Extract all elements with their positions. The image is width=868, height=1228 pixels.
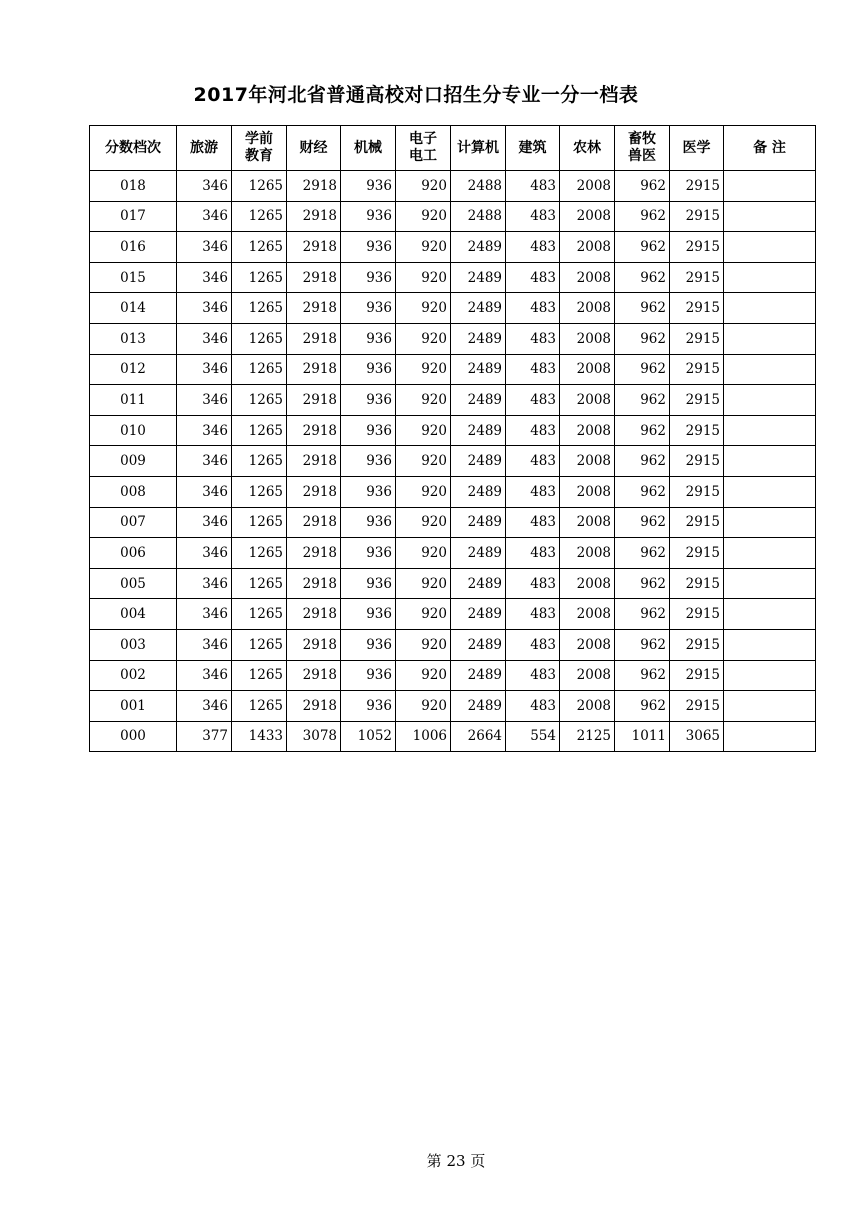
cell-dianzi: 920 — [396, 507, 451, 538]
cell-jixie: 936 — [341, 446, 396, 477]
cell-jianzhu: 554 — [506, 721, 560, 752]
cell-level: 008 — [90, 476, 177, 507]
cell-dianzi: 920 — [396, 599, 451, 630]
cell-caijing: 2918 — [287, 201, 341, 232]
cell-jianzhu: 483 — [506, 323, 560, 354]
table-row — [90, 691, 816, 722]
cell-xumu: 962 — [615, 385, 670, 416]
cell-caijing: 2918 — [287, 476, 341, 507]
cell-level: 010 — [90, 415, 177, 446]
cell-beizhu — [724, 201, 816, 232]
cell-xueqian: 1265 — [232, 446, 287, 477]
cell-beizhu — [724, 568, 816, 599]
cell-caijing: 2918 — [287, 293, 341, 324]
cell-level: 012 — [90, 354, 177, 385]
cell-nonglin: 2008 — [560, 691, 615, 722]
table-row — [90, 721, 816, 752]
cell-xueqian: 1265 — [232, 629, 287, 660]
cell-xueqian: 1265 — [232, 385, 287, 416]
cell-yixue: 2915 — [670, 232, 724, 263]
cell-level: 009 — [90, 446, 177, 477]
cell-yixue: 2915 — [670, 629, 724, 660]
cell-jianzhu: 483 — [506, 568, 560, 599]
cell-yixue: 2915 — [670, 599, 724, 630]
cell-xumu: 962 — [615, 232, 670, 263]
cell-yixue: 2915 — [670, 538, 724, 569]
table-row — [90, 507, 816, 538]
column-header-line: 电子 — [409, 131, 437, 147]
cell-jisuanji: 2489 — [451, 354, 506, 385]
cell-xumu: 962 — [615, 293, 670, 324]
cell-caijing: 2918 — [287, 446, 341, 477]
cell-jisuanji: 2489 — [451, 660, 506, 691]
column-header-line: 旅游 — [190, 139, 218, 156]
cell-jisuanji: 2489 — [451, 385, 506, 416]
cell-level: 007 — [90, 507, 177, 538]
cell-xumu: 962 — [615, 568, 670, 599]
cell-lvyou: 346 — [177, 507, 232, 538]
cell-xueqian: 1433 — [232, 721, 287, 752]
cell-jianzhu: 483 — [506, 538, 560, 569]
column-header-line: 财经 — [299, 139, 328, 156]
cell-dianzi: 920 — [396, 415, 451, 446]
cell-dianzi: 920 — [396, 629, 451, 660]
cell-xueqian: 1265 — [232, 262, 287, 293]
cell-lvyou: 346 — [177, 385, 232, 416]
cell-level: 005 — [90, 568, 177, 599]
page-title: 2017年河北省普通高校对口招生分专业一分一档表 — [193, 84, 639, 106]
cell-jisuanji: 2489 — [451, 476, 506, 507]
cell-xueqian: 1265 — [232, 660, 287, 691]
cell-jisuanji: 2489 — [451, 538, 506, 569]
cell-jixie: 936 — [341, 568, 396, 599]
cell-caijing: 2918 — [287, 323, 341, 354]
cell-jixie: 936 — [341, 629, 396, 660]
cell-jianzhu: 483 — [506, 415, 560, 446]
table-row — [90, 171, 816, 202]
cell-dianzi: 920 — [396, 262, 451, 293]
cell-jisuanji: 2664 — [451, 721, 506, 752]
cell-jisuanji: 2489 — [451, 323, 506, 354]
cell-jisuanji: 2489 — [451, 568, 506, 599]
cell-caijing: 2918 — [287, 262, 341, 293]
cell-nonglin: 2008 — [560, 232, 615, 263]
cell-lvyou: 346 — [177, 354, 232, 385]
cell-beizhu — [724, 538, 816, 569]
cell-yixue: 2915 — [670, 415, 724, 446]
cell-yixue: 2915 — [670, 323, 724, 354]
cell-xueqian: 1265 — [232, 538, 287, 569]
cell-lvyou: 346 — [177, 476, 232, 507]
cell-jixie: 936 — [341, 293, 396, 324]
table-row — [90, 415, 816, 446]
cell-dianzi: 920 — [396, 171, 451, 202]
cell-xumu: 962 — [615, 629, 670, 660]
cell-xumu: 962 — [615, 507, 670, 538]
cell-xueqian: 1265 — [232, 293, 287, 324]
cell-yixue: 2915 — [670, 262, 724, 293]
cell-dianzi: 920 — [396, 446, 451, 477]
cell-caijing: 2918 — [287, 232, 341, 263]
cell-xueqian: 1265 — [232, 201, 287, 232]
table-body — [90, 171, 816, 752]
table-row — [90, 446, 816, 477]
cell-lvyou: 346 — [177, 415, 232, 446]
cell-jixie: 936 — [341, 538, 396, 569]
cell-lvyou: 346 — [177, 262, 232, 293]
cell-xumu: 962 — [615, 660, 670, 691]
cell-caijing: 2918 — [287, 507, 341, 538]
cell-caijing: 2918 — [287, 354, 341, 385]
cell-nonglin: 2008 — [560, 629, 615, 660]
cell-yixue: 2915 — [670, 385, 724, 416]
cell-jixie: 936 — [341, 660, 396, 691]
cell-xumu: 962 — [615, 476, 670, 507]
cell-beizhu — [724, 599, 816, 630]
cell-xueqian: 1265 — [232, 171, 287, 202]
cell-beizhu — [724, 354, 816, 385]
cell-caijing: 2918 — [287, 568, 341, 599]
cell-xueqian: 1265 — [232, 476, 287, 507]
cell-yixue: 2915 — [670, 293, 724, 324]
cell-level: 002 — [90, 660, 177, 691]
cell-beizhu — [724, 171, 816, 202]
cell-jianzhu: 483 — [506, 599, 560, 630]
table-header-row — [90, 126, 816, 171]
cell-yixue: 2915 — [670, 201, 724, 232]
cell-lvyou: 346 — [177, 599, 232, 630]
cell-yixue: 3065 — [670, 721, 724, 752]
cell-lvyou: 346 — [177, 201, 232, 232]
column-header-dianzi — [396, 126, 451, 171]
cell-nonglin: 2008 — [560, 538, 615, 569]
cell-jisuanji: 2489 — [451, 691, 506, 722]
column-header-beizhu — [724, 126, 816, 171]
cell-jianzhu: 483 — [506, 262, 560, 293]
cell-nonglin: 2008 — [560, 660, 615, 691]
cell-jisuanji: 2489 — [451, 232, 506, 263]
cell-beizhu — [724, 691, 816, 722]
cell-level: 001 — [90, 691, 177, 722]
cell-nonglin: 2008 — [560, 599, 615, 630]
cell-beizhu — [724, 262, 816, 293]
cell-level: 016 — [90, 232, 177, 263]
cell-jianzhu: 483 — [506, 691, 560, 722]
cell-level: 000 — [90, 721, 177, 752]
cell-xumu: 962 — [615, 415, 670, 446]
cell-caijing: 2918 — [287, 538, 341, 569]
cell-caijing: 2918 — [287, 415, 341, 446]
cell-jianzhu: 483 — [506, 476, 560, 507]
cell-caijing: 2918 — [287, 171, 341, 202]
cell-jianzhu: 483 — [506, 660, 560, 691]
cell-jianzhu: 483 — [506, 201, 560, 232]
cell-level: 013 — [90, 323, 177, 354]
cell-level: 015 — [90, 262, 177, 293]
cell-jisuanji: 2488 — [451, 171, 506, 202]
column-header-line: 兽医 — [628, 148, 656, 164]
cell-beizhu — [724, 629, 816, 660]
cell-xumu: 1011 — [615, 721, 670, 752]
cell-nonglin: 2008 — [560, 385, 615, 416]
cell-lvyou: 346 — [177, 293, 232, 324]
cell-jisuanji: 2489 — [451, 262, 506, 293]
cell-xumu: 962 — [615, 354, 670, 385]
cell-jixie: 936 — [341, 171, 396, 202]
cell-jixie: 936 — [341, 354, 396, 385]
column-header-line: 机械 — [354, 139, 382, 156]
cell-dianzi: 920 — [396, 568, 451, 599]
column-header-line: 学前 — [245, 131, 273, 147]
cell-nonglin: 2008 — [560, 354, 615, 385]
cell-nonglin: 2008 — [560, 323, 615, 354]
cell-xueqian: 1265 — [232, 232, 287, 263]
cell-lvyou: 346 — [177, 232, 232, 263]
cell-jixie: 936 — [341, 507, 396, 538]
footer-suffix: 页 — [470, 1152, 486, 1170]
table-row — [90, 354, 816, 385]
cell-xumu: 962 — [615, 171, 670, 202]
cell-caijing: 2918 — [287, 599, 341, 630]
cell-jianzhu: 483 — [506, 293, 560, 324]
cell-jianzhu: 483 — [506, 171, 560, 202]
table-row — [90, 385, 816, 416]
column-header-nonglin — [560, 126, 615, 171]
cell-yixue: 2915 — [670, 354, 724, 385]
cell-yixue: 2915 — [670, 507, 724, 538]
cell-nonglin: 2008 — [560, 568, 615, 599]
cell-yixue: 2915 — [670, 660, 724, 691]
cell-yixue: 2915 — [670, 171, 724, 202]
table-row — [90, 660, 816, 691]
cell-level: 011 — [90, 385, 177, 416]
cell-lvyou: 346 — [177, 568, 232, 599]
cell-jianzhu: 483 — [506, 629, 560, 660]
column-header-line: 农林 — [573, 139, 601, 156]
cell-jixie: 936 — [341, 262, 396, 293]
cell-dianzi: 920 — [396, 293, 451, 324]
cell-level: 014 — [90, 293, 177, 324]
cell-jixie: 936 — [341, 385, 396, 416]
cell-nonglin: 2008 — [560, 476, 615, 507]
cell-caijing: 2918 — [287, 629, 341, 660]
cell-xumu: 962 — [615, 262, 670, 293]
cell-nonglin: 2008 — [560, 201, 615, 232]
cell-yixue: 2915 — [670, 568, 724, 599]
cell-dianzi: 920 — [396, 354, 451, 385]
cell-jianzhu: 483 — [506, 232, 560, 263]
cell-jisuanji: 2489 — [451, 599, 506, 630]
column-header-yixue — [670, 126, 724, 171]
cell-jisuanji: 2488 — [451, 201, 506, 232]
cell-xumu: 962 — [615, 446, 670, 477]
cell-nonglin: 2008 — [560, 507, 615, 538]
cell-dianzi: 920 — [396, 660, 451, 691]
cell-nonglin: 2125 — [560, 721, 615, 752]
cell-dianzi: 920 — [396, 201, 451, 232]
cell-dianzi: 1006 — [396, 721, 451, 752]
cell-xueqian: 1265 — [232, 507, 287, 538]
cell-xumu: 962 — [615, 538, 670, 569]
cell-level: 018 — [90, 171, 177, 202]
cell-yixue: 2915 — [670, 446, 724, 477]
cell-xumu: 962 — [615, 323, 670, 354]
cell-beizhu — [724, 446, 816, 477]
cell-beizhu — [724, 476, 816, 507]
table-row — [90, 599, 816, 630]
table-row — [90, 323, 816, 354]
table-row — [90, 568, 816, 599]
cell-jixie: 936 — [341, 599, 396, 630]
cell-nonglin: 2008 — [560, 293, 615, 324]
cell-lvyou: 346 — [177, 171, 232, 202]
cell-level: 004 — [90, 599, 177, 630]
cell-caijing: 2918 — [287, 691, 341, 722]
table-row — [90, 476, 816, 507]
column-header-line: 电工 — [409, 148, 437, 164]
cell-xueqian: 1265 — [232, 691, 287, 722]
cell-xumu: 962 — [615, 691, 670, 722]
cell-nonglin: 2008 — [560, 415, 615, 446]
table-row — [90, 232, 816, 263]
cell-beizhu — [724, 721, 816, 752]
cell-beizhu — [724, 415, 816, 446]
cell-jianzhu: 483 — [506, 354, 560, 385]
cell-beizhu — [724, 323, 816, 354]
footer-prefix: 第 — [426, 1152, 442, 1170]
cell-jisuanji: 2489 — [451, 629, 506, 660]
cell-beizhu — [724, 293, 816, 324]
cell-beizhu — [724, 660, 816, 691]
cell-jixie: 1052 — [341, 721, 396, 752]
column-header-line: 教育 — [245, 148, 273, 164]
cell-caijing: 2918 — [287, 660, 341, 691]
column-header-line: 分数档次 — [105, 139, 161, 156]
cell-xueqian: 1265 — [232, 354, 287, 385]
cell-xueqian: 1265 — [232, 599, 287, 630]
cell-xumu: 962 — [615, 201, 670, 232]
cell-jianzhu: 483 — [506, 507, 560, 538]
cell-jixie: 936 — [341, 691, 396, 722]
cell-lvyou: 346 — [177, 323, 232, 354]
column-header-line: 备 注 — [753, 139, 786, 156]
column-header-line: 医学 — [682, 139, 711, 156]
column-header-lvyou — [177, 126, 232, 171]
cell-beizhu — [724, 232, 816, 263]
cell-lvyou: 346 — [177, 538, 232, 569]
cell-yixue: 2915 — [670, 476, 724, 507]
table-row — [90, 201, 816, 232]
column-header-line: 计算机 — [457, 139, 499, 156]
cell-nonglin: 2008 — [560, 262, 615, 293]
cell-xueqian: 1265 — [232, 415, 287, 446]
cell-lvyou: 346 — [177, 691, 232, 722]
cell-beizhu — [724, 385, 816, 416]
cell-lvyou: 346 — [177, 629, 232, 660]
column-header-caijing — [287, 126, 341, 171]
cell-caijing: 2918 — [287, 385, 341, 416]
cell-lvyou: 346 — [177, 446, 232, 477]
table-row — [90, 293, 816, 324]
cell-dianzi: 920 — [396, 476, 451, 507]
cell-dianzi: 920 — [396, 232, 451, 263]
cell-jixie: 936 — [341, 201, 396, 232]
cell-lvyou: 346 — [177, 660, 232, 691]
column-header-jisuanji — [451, 126, 506, 171]
cell-jianzhu: 483 — [506, 446, 560, 477]
cell-dianzi: 920 — [396, 538, 451, 569]
cell-level: 017 — [90, 201, 177, 232]
cell-jixie: 936 — [341, 232, 396, 263]
table-row — [90, 629, 816, 660]
page-footer — [0, 1150, 868, 1171]
column-header-jixie — [341, 126, 396, 171]
cell-xueqian: 1265 — [232, 568, 287, 599]
cell-nonglin: 2008 — [560, 446, 615, 477]
cell-beizhu — [724, 507, 816, 538]
cell-jisuanji: 2489 — [451, 415, 506, 446]
cell-level: 003 — [90, 629, 177, 660]
cell-dianzi: 920 — [396, 385, 451, 416]
cell-jixie: 936 — [341, 415, 396, 446]
cell-jianzhu: 483 — [506, 385, 560, 416]
cell-dianzi: 920 — [396, 691, 451, 722]
cell-xumu: 962 — [615, 599, 670, 630]
column-header-xueqian — [232, 126, 287, 171]
cell-level: 006 — [90, 538, 177, 569]
cell-jisuanji: 2489 — [451, 507, 506, 538]
column-header-level — [90, 126, 177, 171]
cell-xueqian: 1265 — [232, 323, 287, 354]
table-row — [90, 262, 816, 293]
column-header-line: 畜牧 — [628, 131, 656, 147]
cell-jisuanji: 2489 — [451, 446, 506, 477]
column-header-jianzhu — [506, 126, 560, 171]
column-header-line: 建筑 — [518, 139, 547, 156]
page-number: 23 — [446, 1152, 466, 1170]
table-row — [90, 538, 816, 569]
cell-caijing: 3078 — [287, 721, 341, 752]
cell-jixie: 936 — [341, 476, 396, 507]
cell-lvyou: 377 — [177, 721, 232, 752]
cell-dianzi: 920 — [396, 323, 451, 354]
score-table — [89, 125, 816, 752]
cell-jisuanji: 2489 — [451, 293, 506, 324]
cell-yixue: 2915 — [670, 691, 724, 722]
cell-jixie: 936 — [341, 323, 396, 354]
cell-nonglin: 2008 — [560, 171, 615, 202]
column-header-xumu — [615, 126, 670, 171]
